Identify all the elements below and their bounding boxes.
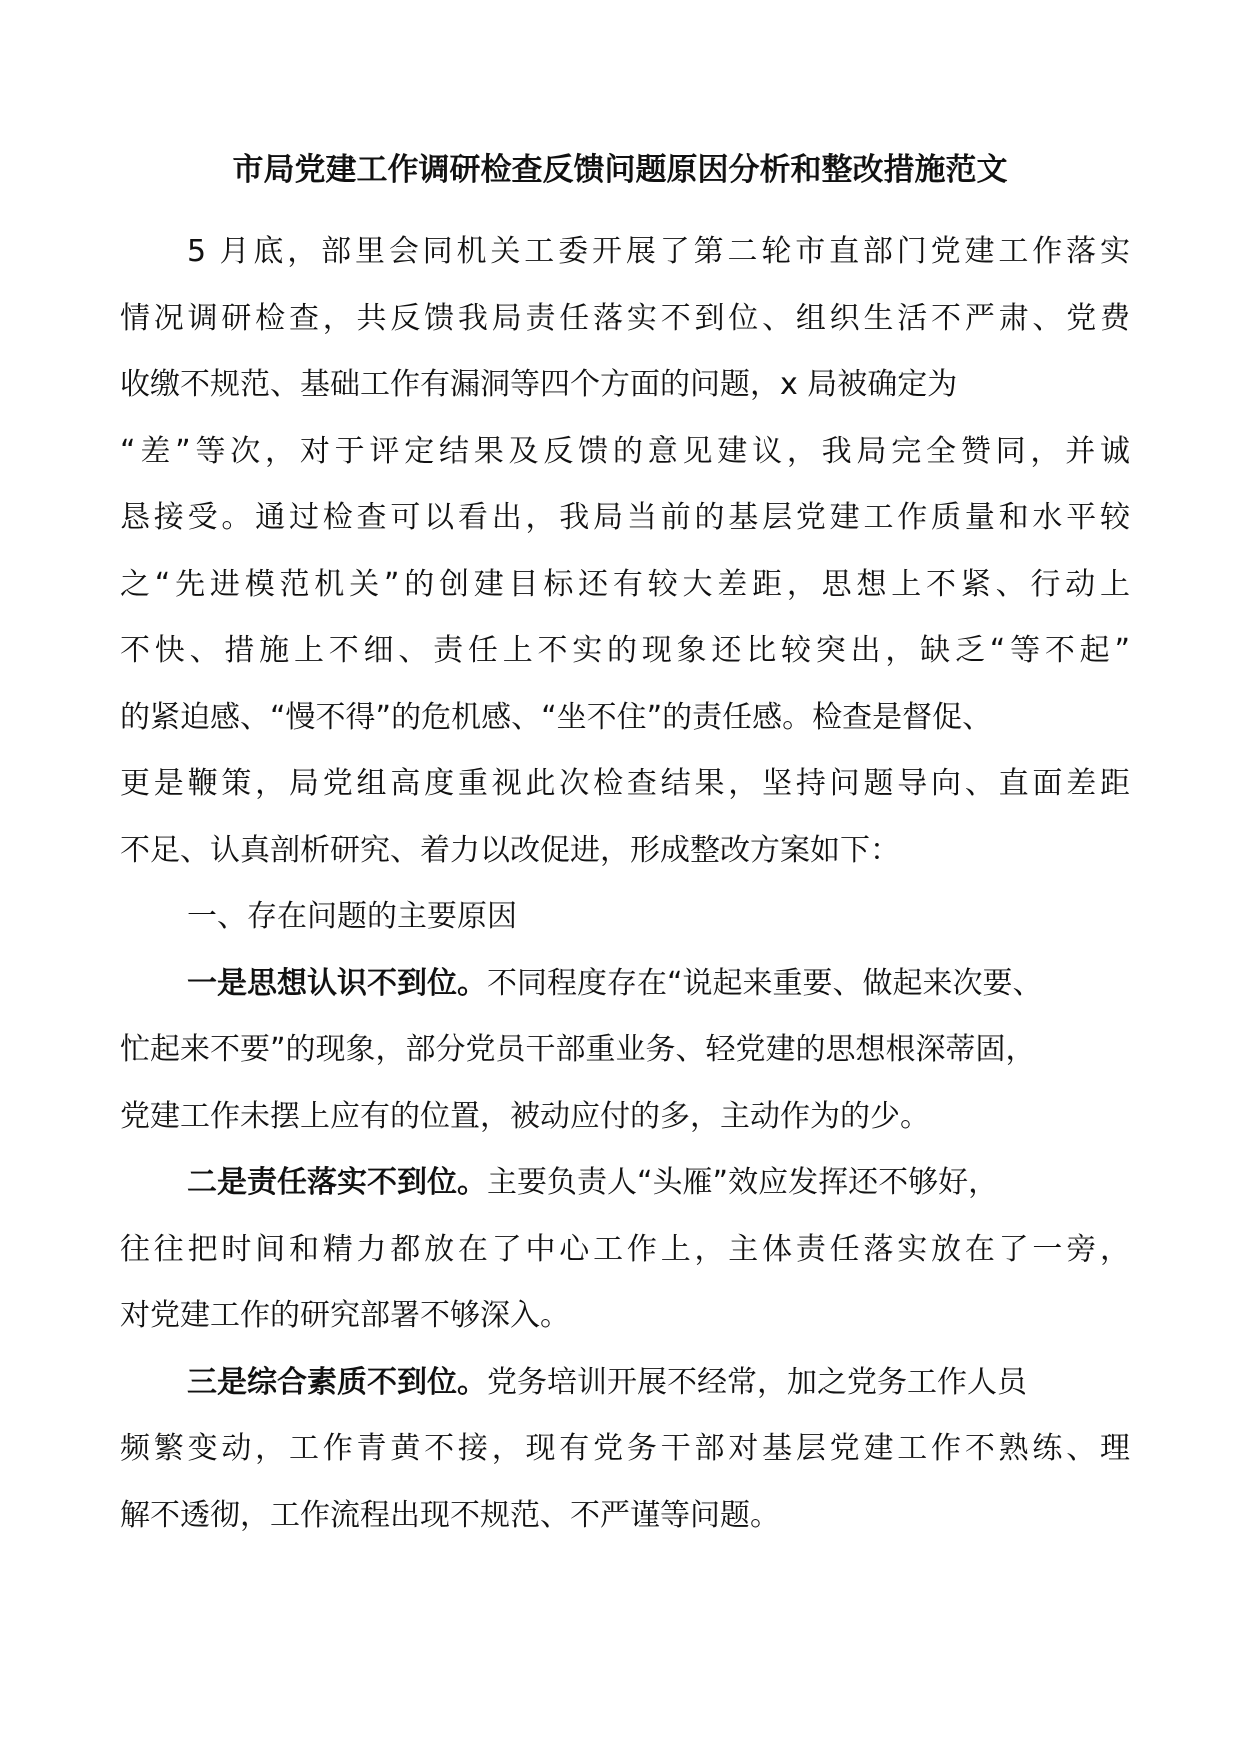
paragraph-text: 不同程度存在“说起来重要、做起来次要、 (487, 966, 1043, 1001)
paragraph-2-line: 党建工作未摆上应有的位置，被动应付的多，主动作为的少。 (120, 1099, 930, 1134)
paragraph-0-line: “差”等次，对于评定结果及反馈的意见建议，我局完全赞同，并诚 (120, 434, 1130, 469)
document-title: 市局党建工作调研检查反馈问题原因分析和整改措施范文 (232, 152, 1008, 188)
paragraph-text: 党务培训开展不经常，加之党务工作人员 (487, 1365, 1027, 1400)
paragraph-1-line: 一、存在问题的主要原因 (187, 899, 517, 934)
paragraph-0-line: 恳接受。通过检查可以看出，我局当前的基层党建工作质量和水平较 (120, 500, 1130, 535)
paragraph-0-line: 更是鞭策，局党组高度重视此次检查结果，坚持问题导向、直面差距 (120, 766, 1130, 801)
paragraph-4-line (187, 1361, 1130, 1405)
paragraph-0-line: 的紧迫感、“慢不得”的危机感、“坐不住”的责任感。检查是督促、 (120, 700, 993, 735)
paragraph-0-line: 情况调研检查，共反馈我局责任落实不到位、组织生活不严肃、党费 (120, 301, 1130, 336)
paragraph-4-line: 解不透彻，工作流程出现不规范、不严谨等问题。 (120, 1498, 780, 1533)
paragraph-0-line: 不快、措施上不细、责任上不实的现象还比较突出，缺乏“等不起” (120, 633, 1130, 668)
paragraph-3-line (187, 1161, 1130, 1205)
paragraph-4-line: 频繁变动，工作青黄不接，现有党务干部对基层党建工作不熟练、理 (120, 1431, 1130, 1466)
paragraph-lead-bold: 三是综合素质不到位。 (187, 1365, 487, 1400)
paragraph-0-line: 5 月底，部里会同机关工委开展了第二轮市直部门党建工作落实 (187, 234, 1130, 269)
paragraph-3-line: 对党建工作的研究部署不够深入。 (120, 1298, 570, 1333)
paragraph-text: 主要负责人“头雁”效应发挥还不够好， (487, 1165, 999, 1200)
paragraph-0-line: 不足、认真剖析研究、着力以改促进，形成整改方案如下： (120, 833, 900, 868)
paragraph-2-line: 忙起来不要”的现象，部分党员干部重业务、轻党建的思想根深蒂固， (120, 1032, 1036, 1067)
paragraph-lead-bold: 二是责任落实不到位。 (187, 1165, 487, 1200)
paragraph-0-line: 之“先进模范机关”的创建目标还有较大差距，思想上不紧、行动上 (120, 567, 1130, 602)
paragraph-2-line (187, 962, 1130, 1006)
paragraph-3-line: 往往把时间和精力都放在了中心工作上，主体责任落实放在了一旁， (120, 1232, 1130, 1267)
paragraph-0-line: 收缴不规范、基础工作有漏洞等四个方面的问题，x 局被确定为 (120, 367, 958, 402)
paragraph-lead-bold: 一是思想认识不到位。 (187, 966, 487, 1001)
